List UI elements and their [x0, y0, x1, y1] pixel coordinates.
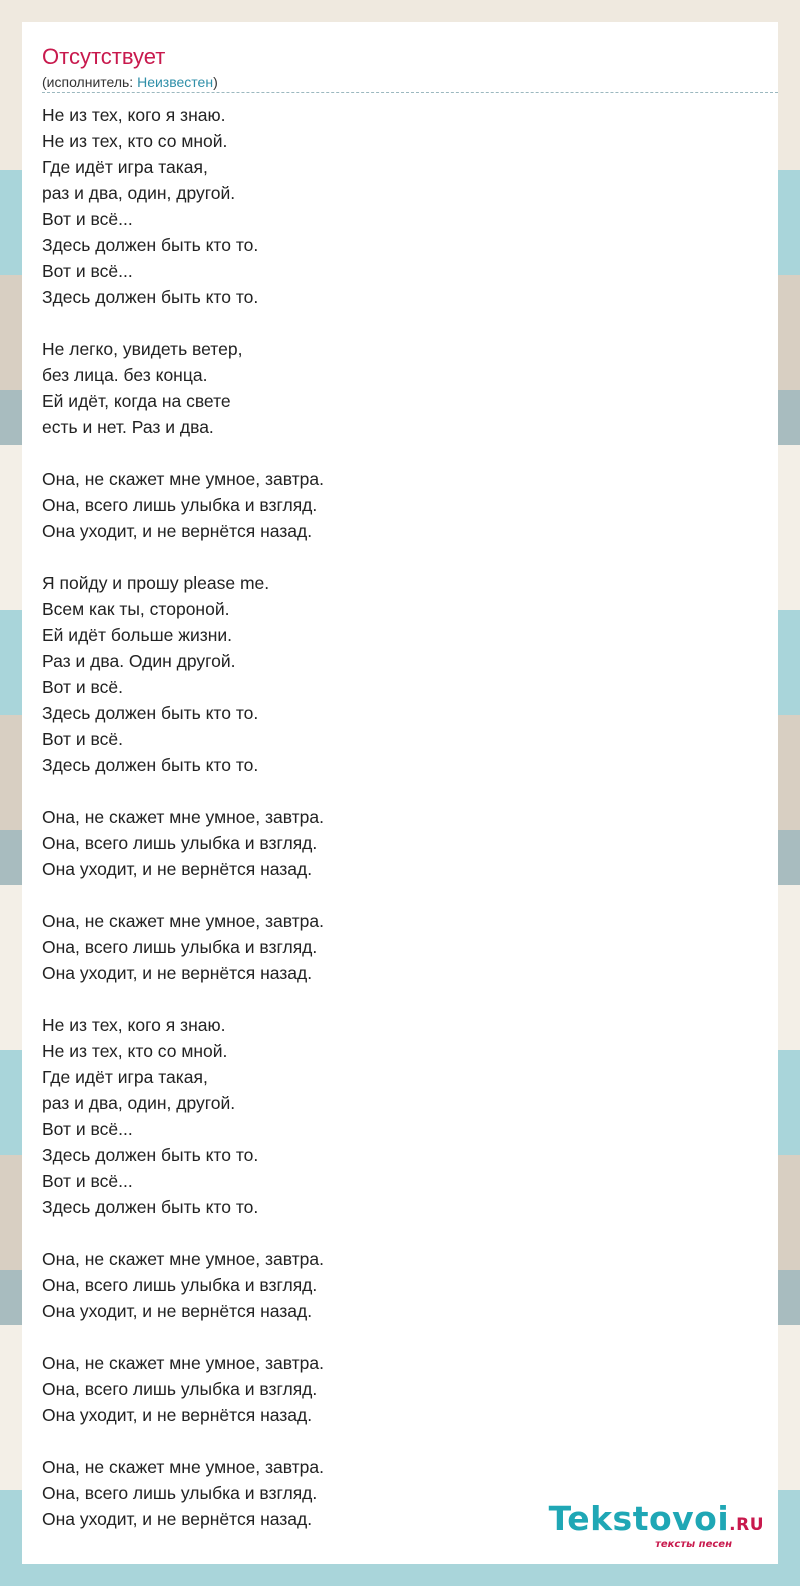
lyric-line: Она, всего лишь улыбка и взгляд. [42, 495, 318, 515]
lyric-line: Она уходит, и не вернётся назад. [42, 963, 313, 983]
lyric-line: Она уходит, и не вернётся назад. [42, 1405, 313, 1425]
lyric-line: Где идёт игра такая, [42, 1067, 208, 1087]
lyric-line: Она, не скажет мне умное, завтра. [42, 911, 324, 931]
lyric-line: без лица. без конца. [42, 365, 208, 385]
lyric-line: Не из тех, кого я знаю. [42, 105, 226, 125]
lyric-line: Здесь должен быть кто то. [42, 703, 259, 723]
lyric-line: Не из тех, кого я знаю. [42, 1015, 226, 1035]
stanza-gap [42, 882, 742, 908]
stanza-gap [42, 1220, 742, 1246]
lyric-line: Она, не скажет мне умное, завтра. [42, 1457, 324, 1477]
lyric-line: Не из тех, кто со мной. [42, 1041, 228, 1061]
lyric-line: Всем как ты, стороной. [42, 599, 230, 619]
stanza-gap [42, 440, 742, 466]
lyric-line: Она, не скажет мне умное, завтра. [42, 1249, 324, 1269]
stanza-gap [42, 1324, 742, 1350]
stanza-gap [42, 986, 742, 1012]
lyric-line: Она уходит, и не вернётся назад. [42, 1509, 313, 1529]
lyric-line: Здесь должен быть кто то. [42, 755, 259, 775]
lyric-line: Раз и два. Один другой. [42, 651, 236, 671]
lyric-line: Вот и всё... [42, 1171, 133, 1191]
lyric-line: Она, всего лишь улыбка и взгляд. [42, 1483, 318, 1503]
lyric-line: Ей идёт, когда на свете [42, 391, 231, 411]
lyric-line: Вот и всё. [42, 677, 123, 697]
lyric-line: Здесь должен быть кто то. [42, 1197, 259, 1217]
lyric-line: Вот и всё. [42, 729, 123, 749]
lyric-line: Она, всего лишь улыбка и взгляд. [42, 937, 318, 957]
lyric-line: Ей идёт больше жизни. [42, 625, 233, 645]
lyric-line: Не легко, увидеть ветер, [42, 339, 243, 359]
lyric-line: Вот и всё... [42, 261, 133, 281]
stanza-gap [42, 1428, 742, 1454]
lyrics-sheet [22, 22, 778, 1564]
lyric-line: Вот и всё... [42, 209, 133, 229]
logo-wordmark [548, 1499, 764, 1542]
lyric-line: Она уходит, и не вернётся назад. [42, 1301, 313, 1321]
divider [42, 92, 778, 93]
logo-tagline: тексты песен [655, 1539, 732, 1550]
logo-name: Tekstovoi [548, 1499, 730, 1538]
stanza-gap [42, 310, 742, 336]
lyric-line: раз и два, один, другой. [42, 1093, 236, 1113]
lyrics-text [42, 102, 742, 1532]
artist-suffix: ) [213, 74, 218, 90]
lyric-line: раз и два, один, другой. [42, 183, 236, 203]
lyric-line: Она уходит, и не вернётся назад. [42, 859, 313, 879]
lyric-line: Она, не скажет мне умное, завтра. [42, 1353, 324, 1373]
artist-line [42, 73, 218, 91]
stanza-gap [42, 778, 742, 804]
lyric-line: Здесь должен быть кто то. [42, 1145, 259, 1165]
site-logo[interactable] [548, 1499, 764, 1550]
logo-tld: .RU [729, 1515, 764, 1535]
lyric-line: есть и нет. Раз и два. [42, 417, 214, 437]
song-title: Отсутствует [42, 44, 166, 69]
lyric-line: Здесь должен быть кто то. [42, 235, 259, 255]
artist-link[interactable]: Неизвестен [137, 74, 214, 90]
lyric-line: Не из тех, кто со мной. [42, 131, 228, 151]
lyric-line: Где идёт игра такая, [42, 157, 208, 177]
lyric-line: Вот и всё... [42, 1119, 133, 1139]
lyric-line: Она, всего лишь улыбка и взгляд. [42, 1275, 318, 1295]
stanza-gap [42, 544, 742, 570]
lyric-line: Я пойду и прошу please me. [42, 573, 270, 593]
lyric-line: Она, всего лишь улыбка и взгляд. [42, 1379, 318, 1399]
lyric-line: Она, не скажет мне умное, завтра. [42, 807, 324, 827]
artist-prefix: (исполнитель: [42, 74, 138, 90]
lyric-line: Она уходит, и не вернётся назад. [42, 521, 313, 541]
lyric-line: Она, не скажет мне умное, завтра. [42, 469, 324, 489]
lyric-line: Она, всего лишь улыбка и взгляд. [42, 833, 318, 853]
lyric-line: Здесь должен быть кто то. [42, 287, 259, 307]
